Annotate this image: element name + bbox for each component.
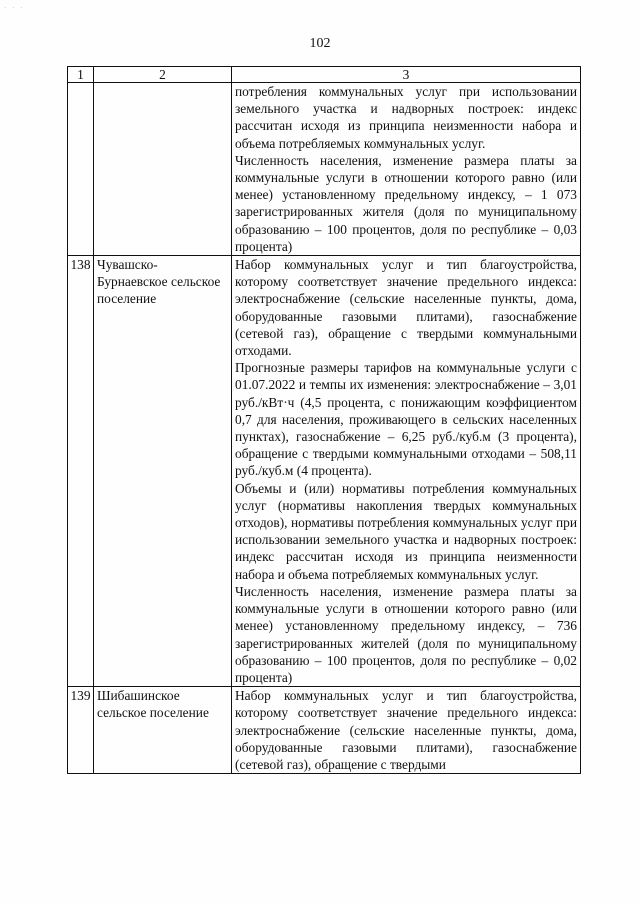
description-cell [232,256,581,687]
table-row [68,256,581,687]
scan-artifact: · · · [4,4,25,12]
table-row [68,687,581,774]
settlement-name: Шибашинское сельское поселение [94,687,232,774]
table-header-row [68,67,581,83]
description-paragraph: потребления коммунальных услуг при использовании земельного участка и надворных построек: индекс рассчитан исходя из принципа неизменности набора и объема потребляемых коммунальных услуг. [235,84,577,151]
page-number: 102 [309,36,331,51]
description-paragraph: Объемы и (или) нормативы потребления коммунальных услуг (нормативы накопления твердых коммунальных отходов), нормативы потребления коммунальных услуг при использовании земельного участка и надворных построек: индекс рассчитан исходя из принципа неизменности набора и объема потребляемых коммунальных услуг. [235,480,577,582]
row-number: 138 [68,256,94,687]
description-cell [232,83,581,256]
description-paragraph: Численность населения, изменение размера платы за коммунальные услуги в отношении которого равно (или менее) установленному предельному индексу, – 1 073 зарегистрированных жителя (доля по муниципальному образованию – 100 процентов, доля по республике – 0,03 процента) [235,152,577,254]
settlement-name [94,83,232,256]
header-col-1: 1 [68,67,94,83]
row-number: 139 [68,687,94,774]
table-row [68,83,581,256]
settlement-name: Чувашско-Бурнаевское сельское поселение [94,256,232,687]
description-paragraph: Набор коммунальных услуг и тип благоустройства, которому соответствует значение предельного индекса: электроснабжение (сельские населенные пункты, дома, оборудованные газовыми плитами), газоснабжение (сетевой газ), обращение с твердыми [235,688,577,772]
row-number [68,83,94,256]
description-paragraph: Набор коммунальных услуг и тип благоустройства, которому соответствует значение предельного индекса: электроснабжение (сельские населенные пункты, дома, оборудованные газовыми плитами), газоснабжение (сетевой газ), обращение с твердыми коммунальными отходами. [235,257,577,359]
description-paragraph: Прогнозные размеры тарифов на коммунальные услуги с 01.07.2022 и темпы их изменения: электроснабжение – 3,01 руб./кВт·ч (4,5 процента, с понижающим коэффициентом 0,7 для населения, проживающего в сельских населенных пунктах), газоснабжение – 6,25 руб./куб.м (3 процента), обращение с твердыми коммунальными отходами – 508,11 руб./куб.м (4 процента). [235,360,577,479]
description-cell [232,687,581,774]
header-col-2: 2 [94,67,232,83]
document-table [67,66,581,774]
header-col-3: 3 [232,67,581,83]
description-paragraph: Численность населения, изменение размера платы за коммунальные услуги в отношении которого равно (или менее) установленному предельному индексу, – 736 зарегистрированных жителей (доля по муниципальному образованию – 100 процентов, доля по республике – 0,02 процента) [235,583,577,685]
